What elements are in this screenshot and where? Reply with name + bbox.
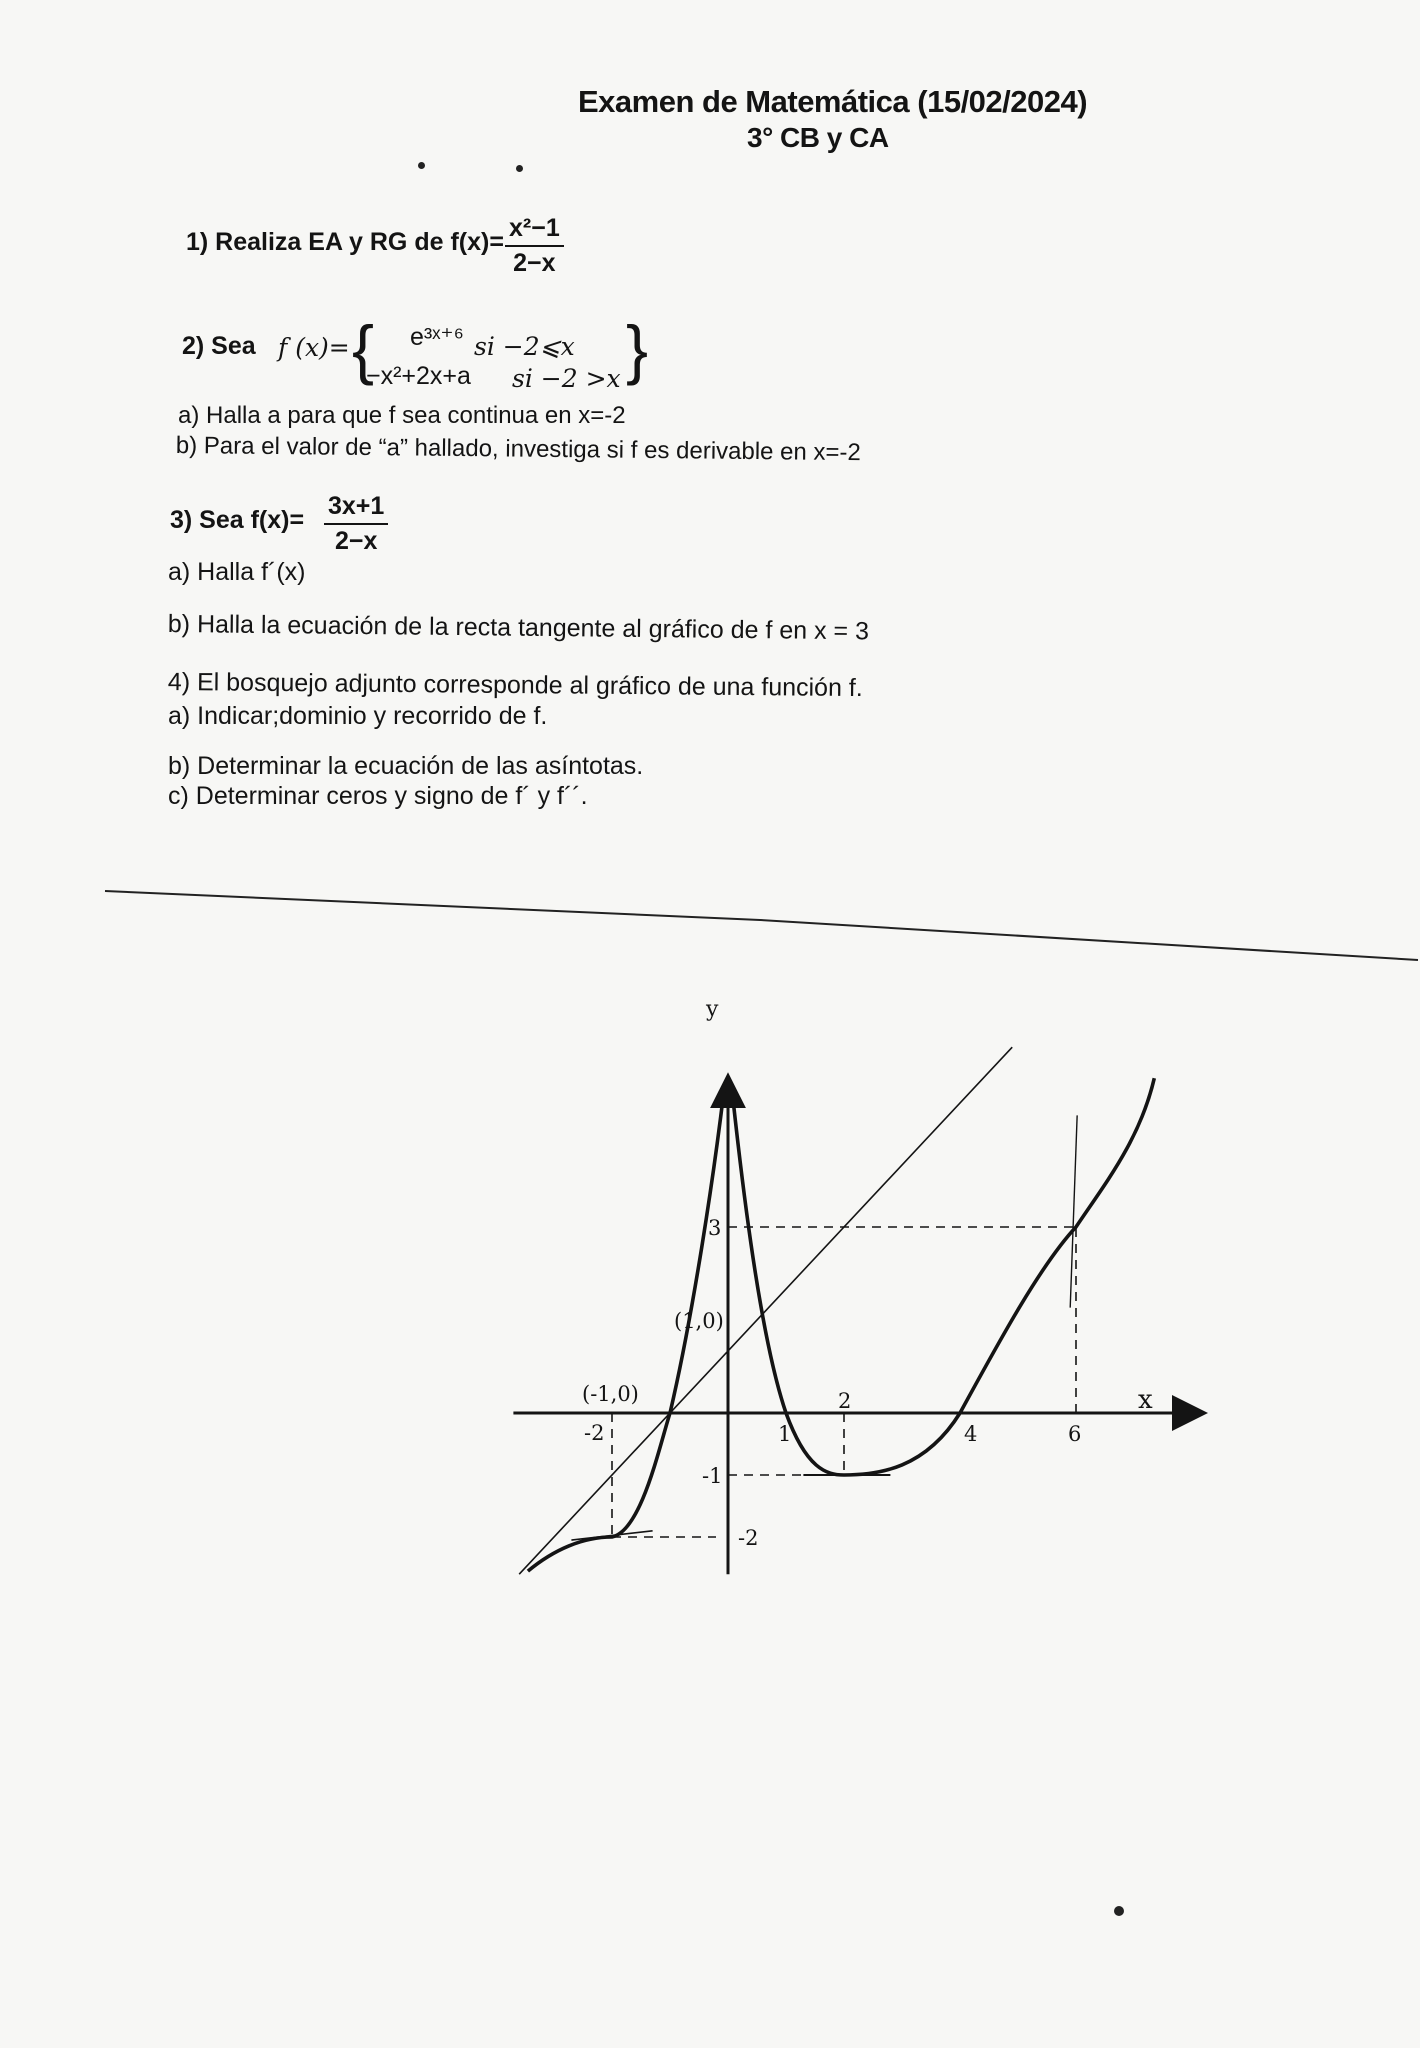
exam-subtitle: 3° CB y CA	[747, 122, 889, 153]
y-tick-3: 3	[708, 1216, 722, 1240]
q3-label: 3) Sea f(x)=	[170, 506, 305, 534]
q3-part-a: a) Halla f´(x)	[168, 558, 306, 586]
oblique-asymptote	[519, 1047, 1012, 1574]
exam-title: Examen de Matemática (15/02/2024)	[578, 84, 1088, 119]
q2-left-brace: {	[352, 312, 375, 386]
q3-numerator: 3x+1	[324, 492, 388, 525]
q2-label: 2) Sea	[182, 332, 256, 360]
y-tick-neg2: -2	[738, 1526, 759, 1550]
q2-case2-expr: −x²+2x+a	[366, 362, 471, 390]
q2-case1-expr: e³ˣ⁺⁶	[410, 323, 464, 351]
y-tick-neg1: -1	[702, 1464, 723, 1488]
q2-part-b: b) Para el valor de “a” hallado, investiga si f es derivable en x=-2	[175, 432, 861, 467]
q4-part-b: b) Determinar la ecuación de las asíntotas.	[168, 752, 644, 780]
curve-right-branch	[732, 1078, 1154, 1475]
x-axis-label: x	[1138, 1385, 1153, 1415]
x-tick-neg2: -2	[584, 1421, 605, 1445]
q3-denominator: 2−x	[334, 527, 378, 555]
q2-right-brace: }	[626, 312, 649, 386]
q4-part-a: a) Indicar;dominio y recorrido de f.	[168, 702, 548, 730]
x-tick-2: 2	[838, 1389, 852, 1413]
q2-fx: f (x)=	[278, 333, 350, 362]
q1-denominator: 2−x	[513, 249, 556, 277]
x-tick-6: 6	[1068, 1422, 1082, 1446]
q4-stem: 4) El bosquejo adjunto corresponde al gráfico de una función f.	[167, 668, 863, 703]
q2-case2-cond: si −2 >x	[512, 364, 621, 393]
q3-part-b: b) Halla la ecuación de la recta tangente al gráfico de f en x = 3	[167, 610, 870, 646]
q1-text: 1) Realiza EA y RG de f(x)=	[186, 228, 504, 256]
q2-part-a: a) Halla a para que f sea continua en x=-2	[178, 402, 626, 429]
point-label-1-0: (1,0)	[674, 1309, 724, 1333]
y-axis-label: y	[706, 997, 719, 1022]
x-tick-1: 1	[778, 1422, 792, 1446]
point-label-neg1-0: (-1,0)	[582, 1382, 639, 1406]
q2-case1-cond: si −2⩽x	[474, 332, 575, 361]
q4-part-c: c) Determinar ceros y signo de f´ y f´´.	[168, 782, 588, 810]
x-tick-4: 4	[964, 1422, 978, 1446]
q1-numerator: x²−1	[505, 214, 564, 247]
